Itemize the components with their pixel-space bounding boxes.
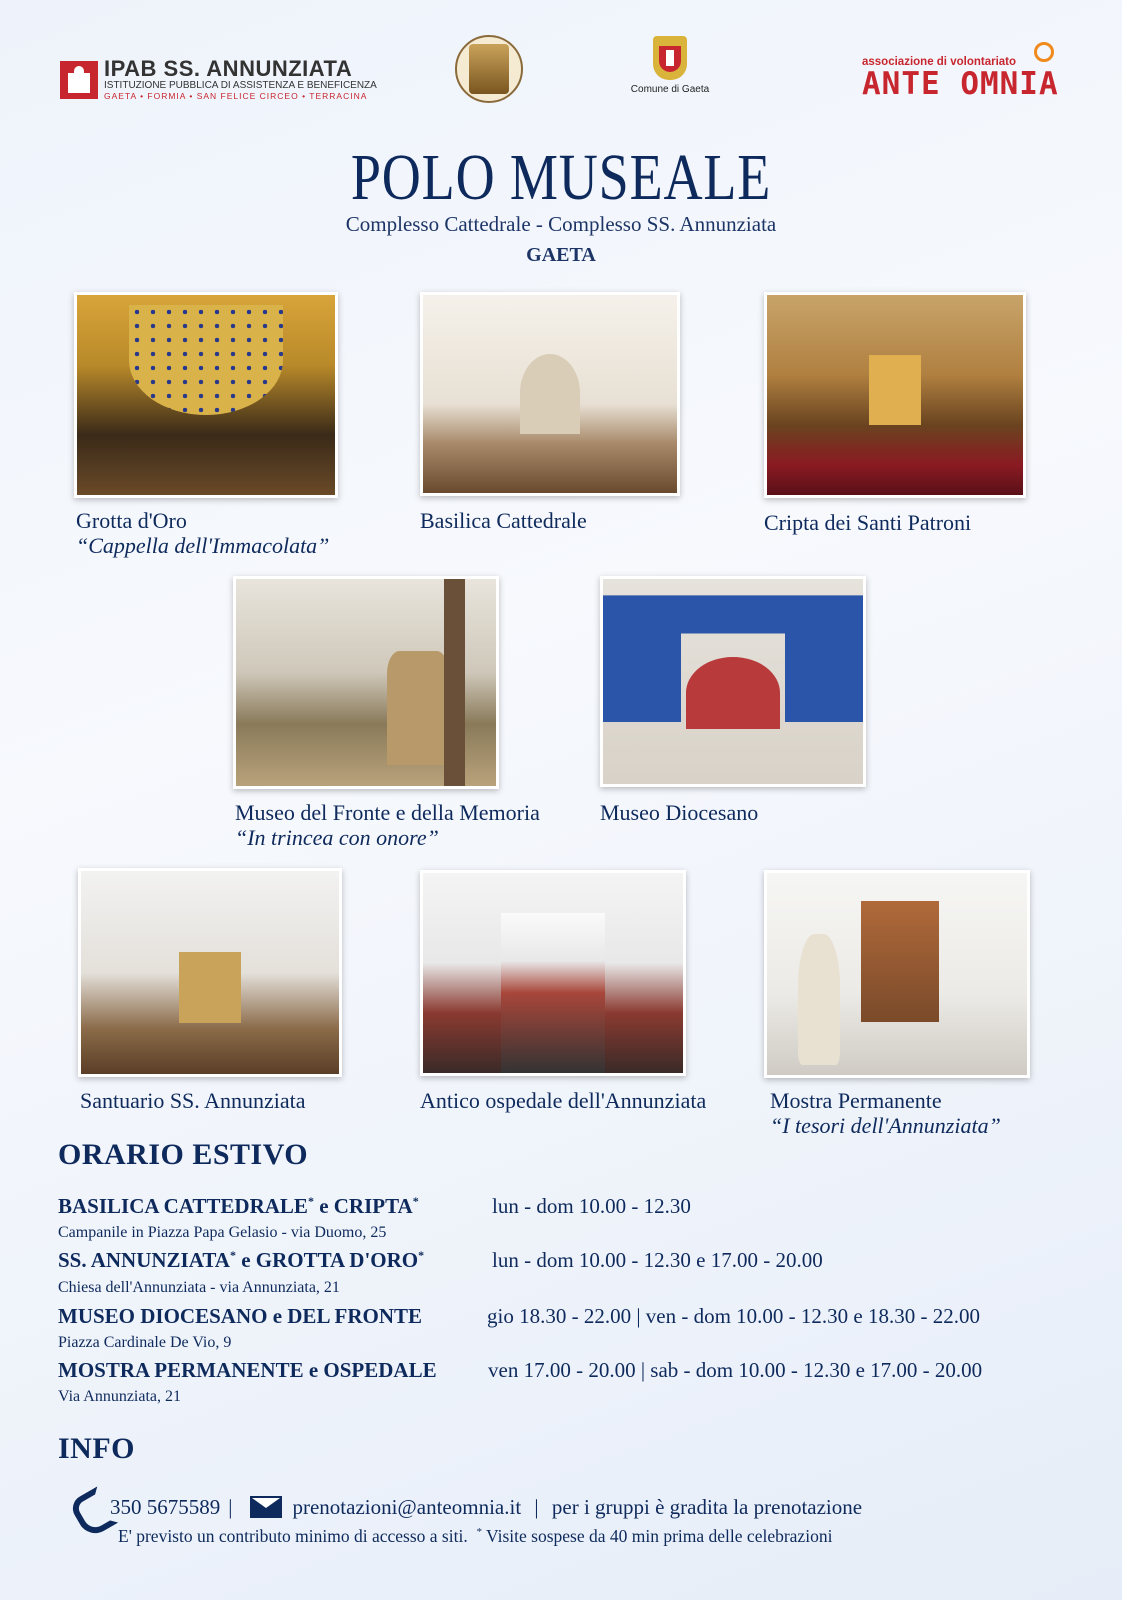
schedule-address: Piazza Cardinale De Vio, 9 [58,1334,232,1351]
photo-cripta [764,292,1026,498]
site-name: Cripta dei Santi Patroni [764,510,972,535]
photo-grotta-oro [74,292,338,498]
site-caption [420,1088,706,1113]
contact-line: 350 5675589 | prenotazioni@anteomnia.it | per i gruppi è gradita la prenotazione [72,1490,862,1524]
crest-icon [653,36,687,80]
mail-icon [250,1496,282,1518]
schedule-time: lun - dom 10.00 - 12.30 [492,1194,691,1218]
schedule-address: Via Annunziata, 21 [58,1388,182,1405]
schedule-title: ORARIO ESTIVO [58,1138,309,1171]
site-subtitle: “In trincea con onore” [235,825,439,850]
site-name: Basilica Cattedrale [420,508,587,533]
site-name: Grotta d'Oro [76,508,187,533]
footer-note: E' previsto un contributo minimo di accesso a siti. * Visite sospese da 40 min prima delle celebrazioni [118,1526,833,1546]
groups-note: per i gruppi è gradita la prenotazione [551,1494,863,1519]
phone-icon [72,1490,102,1524]
email-link[interactable]: prenotazioni@anteomnia.it [292,1494,522,1519]
ante-omnia-logo [862,56,1062,100]
site-caption [770,1088,1001,1138]
ante-omnia-name: ANTE OMNIA [862,66,1059,102]
ipab-logo [60,58,377,101]
logo-bar [0,30,1122,120]
site-caption [235,800,540,850]
photo-museo-diocesano [600,576,866,787]
schedule-time: gio 18.30 - 22.00 | ven - dom 10.00 - 12.30 e 18.30 - 22.00 [487,1304,980,1328]
schedule-site: BASILICA CATTEDRALE* e CRIPTA* [58,1194,419,1218]
site-caption [764,510,971,535]
site-subtitle: “I tesori dell'Annunziata” [770,1113,1001,1138]
church-icon [60,61,98,99]
ipab-locations: GAETA • FORMIA • SAN FELICE CIRCEO • TERRACINA [104,91,368,101]
site-caption [76,508,329,558]
page-title: POLO MUSEALE [350,141,772,214]
phone-number[interactable]: 350 5675589 [110,1494,221,1519]
photo-santuario [78,868,342,1077]
schedule-site: SS. ANNUNZIATA* e GROTTA D'ORO* [58,1248,425,1272]
city-label: GAETA [526,244,596,266]
site-name: Mostra Permanente [770,1088,942,1113]
sun-icon [1034,42,1054,62]
cathedral-tower-icon [469,44,509,94]
page-subtitle: Complesso Cattedrale - Complesso SS. Annunziata [345,212,777,236]
comune-label: Comune di Gaeta [630,84,710,95]
site-name: Museo del Fronte e della Memoria [235,800,540,825]
schedule-site: MUSEO DIOCESANO e DEL FRONTE [58,1304,423,1328]
photo-basilica-cattedrale [420,292,680,496]
photo-museo-fronte [233,576,499,789]
info-title: INFO [58,1432,135,1465]
photo-antico-ospedale [420,870,686,1076]
archdiocese-seal-icon [455,35,523,103]
schedule-site: MOSTRA PERMANENTE e OSPEDALE [58,1358,437,1382]
schedule-address: Campanile in Piazza Papa Gelasio - via Duomo, 25 [58,1224,387,1241]
site-caption [600,800,758,825]
site-caption [420,508,587,533]
ante-omnia-tagline: associazione di volontariato [862,56,1017,68]
ipab-subtitle: ISTITUZIONE PUBBLICA DI ASSISTENZA E BENEFICENZA [104,80,377,91]
schedule-address: Chiesa dell'Annunziata - via Annunziata, 21 [58,1279,340,1296]
site-name: Santuario SS. Annunziata [80,1088,306,1113]
schedule-time: ven 17.00 - 20.00 | sab - dom 10.00 - 12.30 e 17.00 - 20.00 [488,1358,983,1382]
site-name: Antico ospedale dell'Annunziata [420,1088,707,1113]
site-subtitle: “Cappella dell'Immacolata” [76,533,330,558]
ipab-name: IPAB SS. ANNUNZIATA [104,56,353,81]
photo-mostra-permanente [764,870,1030,1078]
comune-logo [620,36,720,95]
schedule-time: lun - dom 10.00 - 12.30 e 17.00 - 20.00 [492,1248,823,1272]
site-name: Museo Diocesano [600,800,759,825]
site-caption [80,1088,305,1113]
